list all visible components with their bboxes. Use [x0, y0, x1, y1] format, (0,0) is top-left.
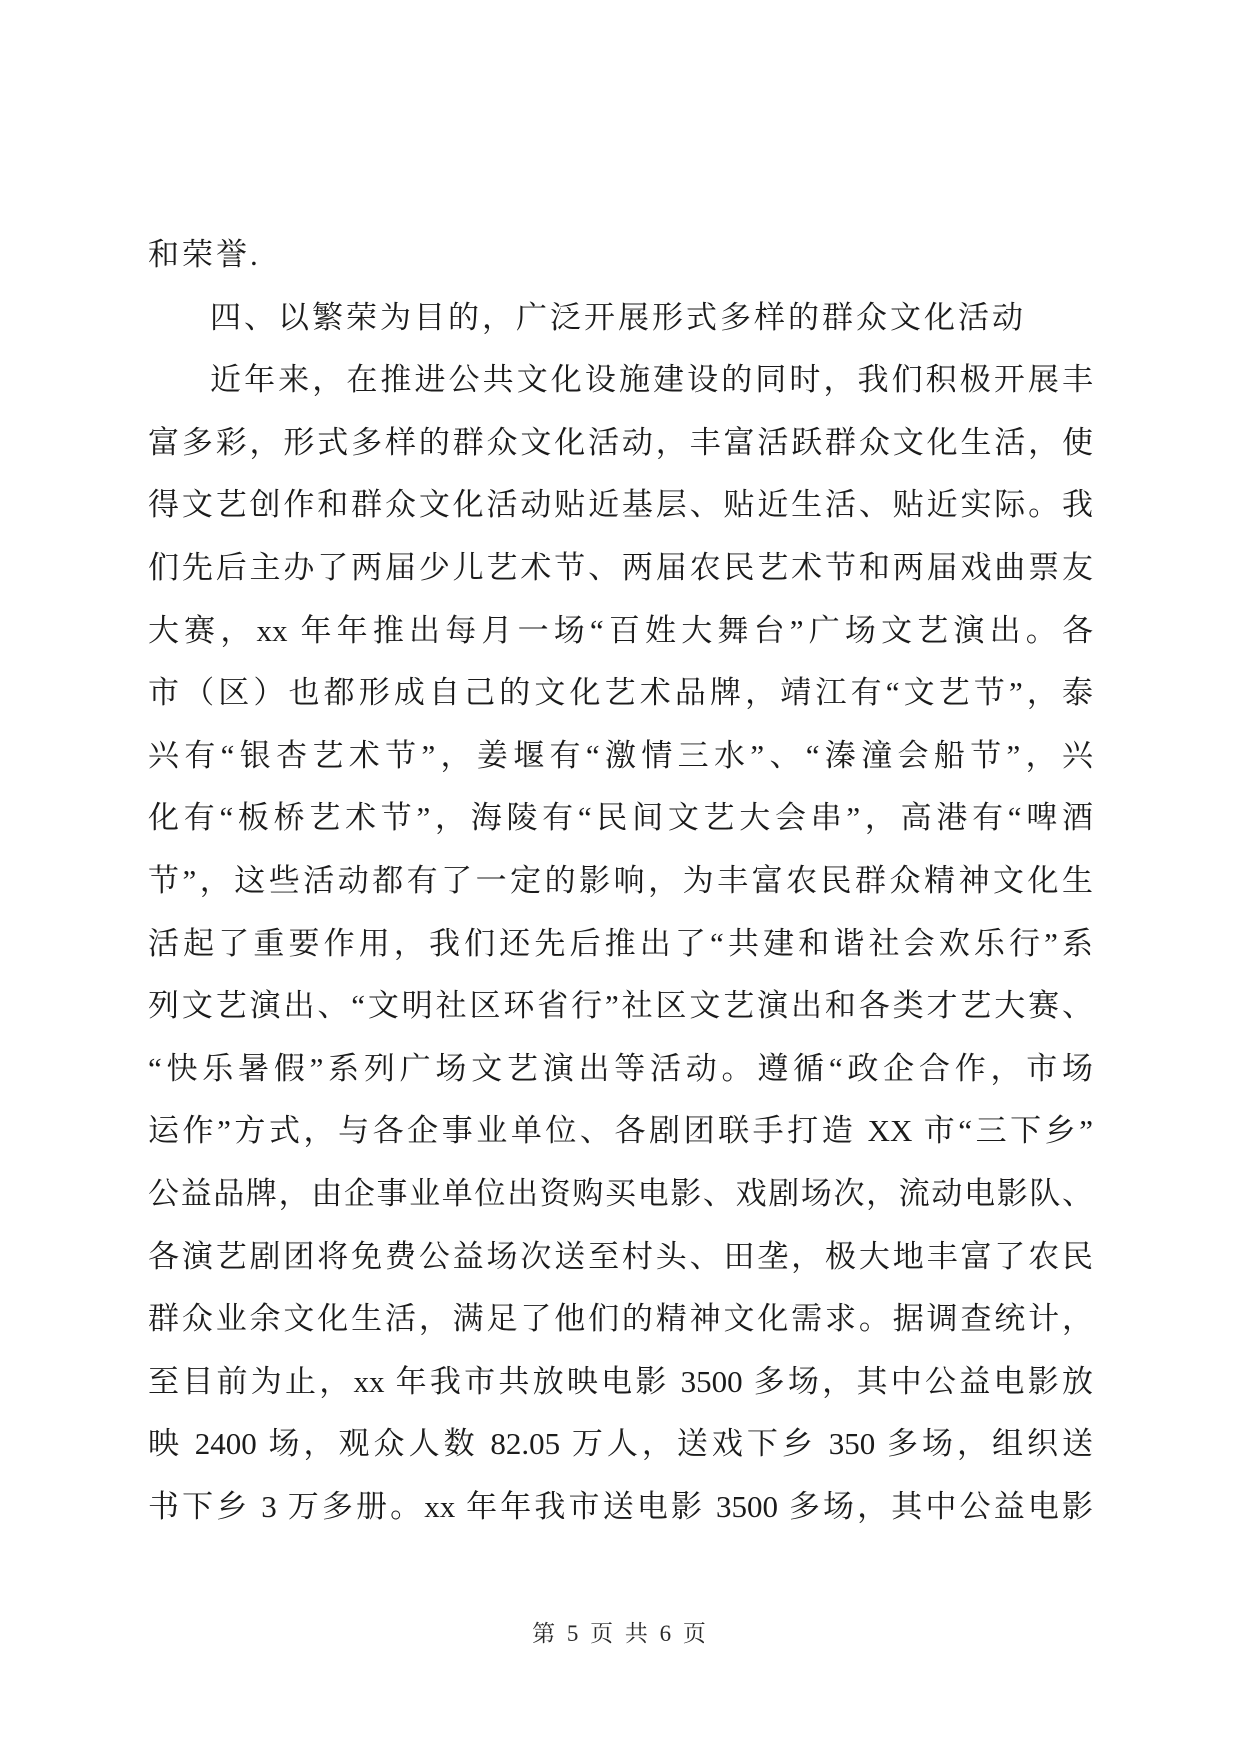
text-line-10: 化有“板桥艺术节”，海陵有“民间文艺大会串”，高港有“啤酒 — [148, 800, 1093, 836]
text-line-7: 大赛，xx 年年推出每月一场“百姓大舞台”广场文艺演出。各 — [148, 612, 1093, 648]
text-line-19: 至目前为止，xx 年我市共放映电影 3500 多场，其中公益电影放 — [148, 1363, 1093, 1399]
page-footer: 第 5 页 共 6 页 — [532, 1621, 709, 1646]
text-line-14: “快乐暑假”系列广场文艺演出等活动。遵循“政企合作，市场 — [148, 1050, 1093, 1086]
text-line-4: 富多彩，形式多样的群众文化活动，丰富活跃群众文化生活，使 — [148, 424, 1093, 460]
text-line-9: 兴有“银杏艺术节”，姜堰有“激情三水”、“溱潼会船节”，兴 — [148, 737, 1093, 773]
text-line-3: 近年来，在推进公共文化设施建设的同时，我们积极开展丰 — [210, 362, 1093, 398]
text-line-17: 各演艺剧团将免费公益场次送至村头、田垄，极大地丰富了农民 — [148, 1238, 1093, 1274]
text-line-1: 和荣誉. — [148, 237, 261, 272]
text-line-13: 列文艺演出、“文明社区环省行”社区文艺演出和各类才艺大赛、 — [148, 988, 1094, 1024]
text-line-16: 公益品牌，由企事业单位出资购买电影、戏剧场次，流动电影队、 — [148, 1175, 1093, 1211]
text-line-20: 映 2400 场，观众人数 82.05 万人，送戏下乡 350 多场，组织送 — [148, 1426, 1093, 1462]
text-line-6: 们先后主办了两届少儿艺术节、两届农民艺术节和两届戏曲票友 — [148, 549, 1093, 585]
document-body — [148, 224, 1093, 1538]
text-line-11: 节”，这些活动都有了一定的影响，为丰富农民群众精神文化生 — [148, 862, 1093, 898]
text-line-15: 运作”方式，与各企事业单位、各剧团联手打造 XX 市“三下乡” — [148, 1113, 1093, 1149]
text-line-5: 得文艺创作和群众文化活动贴近基层、贴近生活、贴近实际。我 — [148, 487, 1093, 523]
text-line-21: 书下乡 3 万多册。xx 年年我市送电影 3500 多场，其中公益电影 — [148, 1488, 1093, 1524]
text-line-2: 四、以繁荣为目的，广泛开展形式多样的群众文化活动 — [210, 299, 1026, 335]
text-line-12: 活起了重要作用，我们还先后推出了“共建和谐社会欢乐行”系 — [148, 925, 1093, 961]
text-line-8: 市（区）也都形成自己的文化艺术品牌，靖江有“文艺节”，泰 — [148, 675, 1093, 711]
text-line-18: 群众业余文化生活，满足了他们的精神文化需求。据调查统计， — [148, 1301, 1093, 1337]
